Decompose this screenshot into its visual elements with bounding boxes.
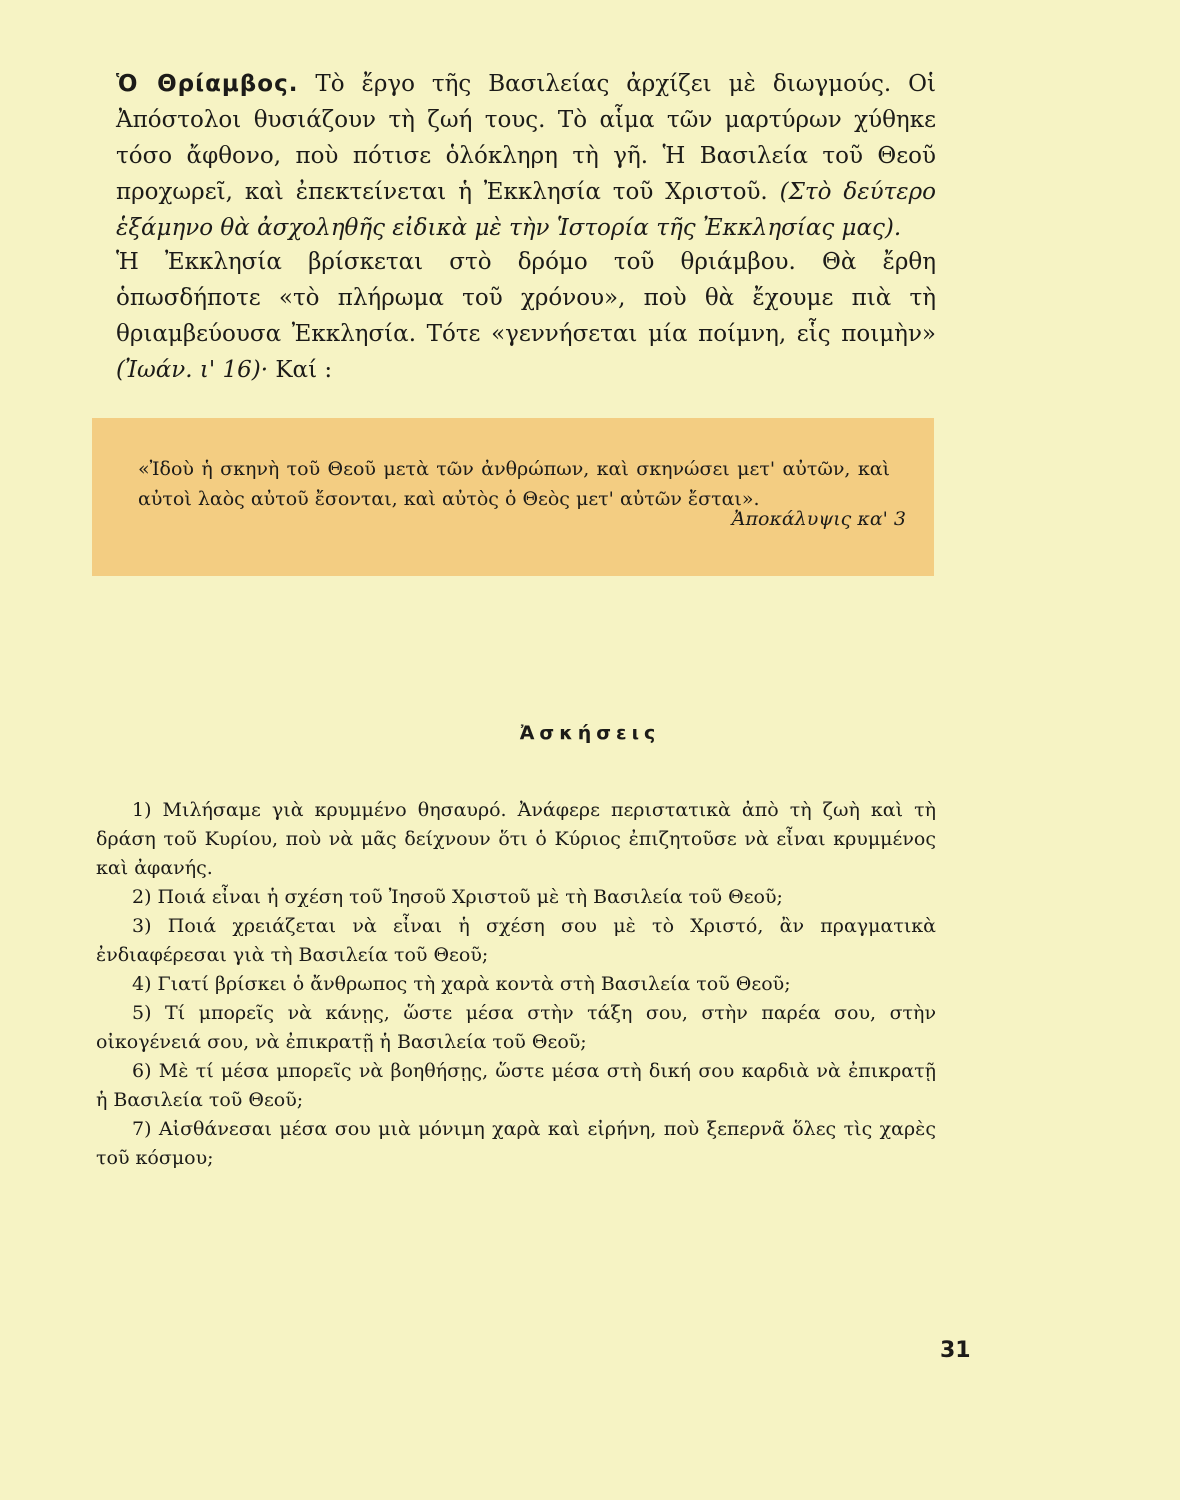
exercise-item: 6) Μὲ τί μέσα μπορεῖς νὰ βοηθήσῃς, ὥστε μέσα στὴ δική σου καρδιὰ νὰ ἐπικρατῇ ἡ Βασιλεία τοῦ Θεοῦ; <box>96 1060 936 1111</box>
exercise-item: 7) Αἰσθάνεσαι μέσα σου μιὰ μόνιμη χαρὰ καὶ εἰρήνη, ποὺ ξεπερνᾶ ὅλες τὶς χαρὲς τοῦ κόσμου; <box>96 1118 936 1169</box>
paragraph-triumph <box>116 66 936 246</box>
section-heading: Ὁ Θρίαμβος. <box>116 71 299 97</box>
exercise-item: 4) Γιατί βρίσκει ὁ ἄνθρωπος τὴ χαρὰ κοντὰ στὴ Βασιλεία τοῦ Θεοῦ; <box>132 973 791 995</box>
scripture-reference: (Ἰωάν. ι' 16)· <box>116 357 269 383</box>
page-number: 31 <box>940 1338 971 1363</box>
paragraph-text: Τὸ ἔργο τῆς Βασιλείας ἀρχίζει μὲ διωγμούς. Οἱ Ἀπόστολοι θυσιάζουν τὴ ζωή τους. Τὸ αἷμα τῶν μαρτύρων χύθηκε τόσο ἄφθονο, ποὺ πότισε ὁλόκληρη τὴ γῆ. Ἡ Βασιλεία τοῦ Θεοῦ προχωρεῖ, καὶ ἐπεκτείνεται ἡ Ἐκκλησία τοῦ Χριστοῦ. <box>116 71 936 205</box>
exercise-item: 5) Τί μπορεῖς νὰ κάνῃς, ὥστε μέσα στὴν τάξη σου, στὴν παρέα σου, στὴν οἰκογένειά σου, νὰ ἐπικρατῇ ἡ Βασιλεία τοῦ Θεοῦ; <box>96 1002 936 1053</box>
exercise-item: 1) Μιλήσαμε γιὰ κρυμμένο θησαυρό. Ἀνάφερε περιστατικὰ ἀπὸ τὴ ζωὴ καὶ τὴ δράση τοῦ Κυρίου, ποὺ νὰ μᾶς δείχνουν ὅτι ὁ Κύριος ἐπιζητοῦσε νὰ εἶναι κρυμμένος καὶ ἀφανής. <box>96 799 936 879</box>
exercises-title: Ἀσκήσεις <box>519 722 661 744</box>
exercises-list <box>96 796 936 1173</box>
paragraph-italic-note: (Στὸ δεύτερο ἑξάμηνο θὰ ἀσχοληθῆς εἰδικὰ μὲ τὴν Ἱστορία τῆς Ἐκκλησίας μας). <box>116 179 936 241</box>
exercise-item: 3) Ποιά χρειάζεται νὰ εἶναι ἡ σχέση σου μὲ τὸ Χριστό, ἂν πραγματικὰ ἐνδιαφέρεσαι γιὰ τὴ Βασιλεία τοῦ Θεοῦ; <box>96 915 936 966</box>
quote-text: «Ἰδοὺ ἡ σκηνὴ τοῦ Θεοῦ μετὰ τῶν ἀνθρώπων, καὶ σκηνώσει μετ' αὐτῶν, καὶ αὐτοὶ λαὸς αὐτοῦ ἔσονται, καὶ αὐτὸς ὁ Θεὸς μετ' αὐτῶν ἔσται». <box>138 458 890 510</box>
paragraph-text: Ἡ Ἐκκλησία βρίσκεται στὸ δρόμο τοῦ θριάμβου. Θὰ ἔρθη ὁπωσδήποτε «τὸ πλήρωμα τοῦ χρόνου», ποὺ θὰ ἔχουμε πιὰ τὴ θριαμβεύουσα Ἐκκλησία. Τότε «γεννήσεται μία ποίμνη, εἷς ποιμὴν» <box>116 249 936 347</box>
exercise-item: 2) Ποιά εἶναι ἡ σχέση τοῦ Ἰησοῦ Χριστοῦ μὲ τὴ Βασιλεία τοῦ Θεοῦ; <box>132 886 783 908</box>
paragraph-church <box>116 244 936 388</box>
quote-box <box>92 418 934 576</box>
paragraph-end: Καί : <box>268 357 333 383</box>
quote-reference: Ἀποκάλυψις κα' 3 <box>731 508 906 530</box>
